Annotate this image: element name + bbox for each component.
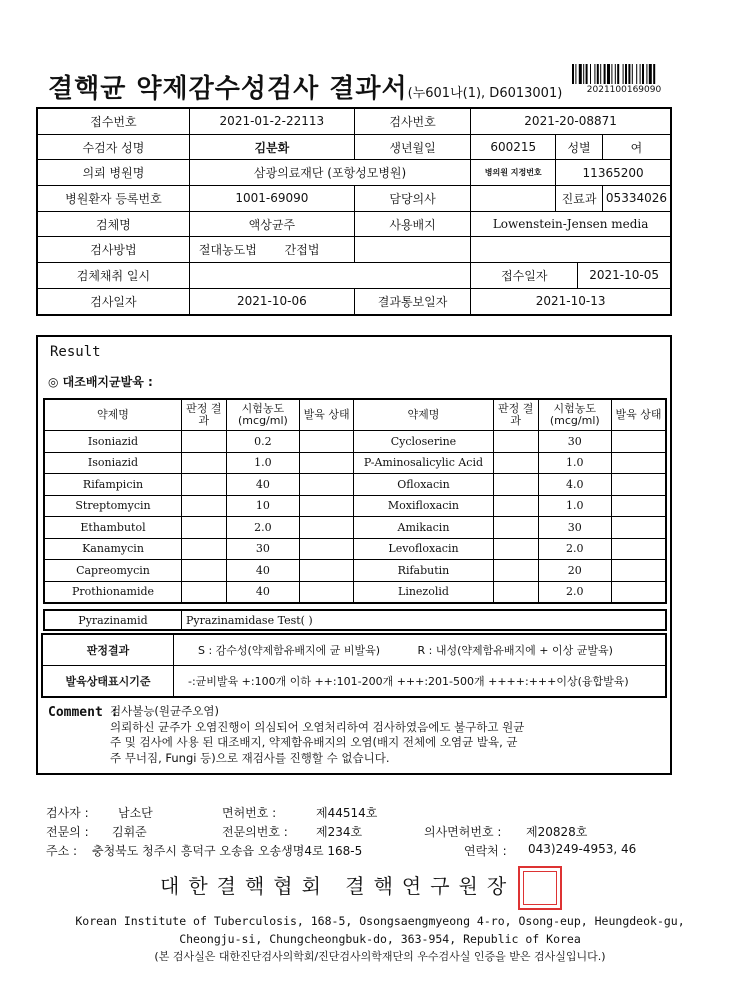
drug-name: P-Aminosalicylic Acid <box>354 452 494 474</box>
test-concentration: 4.0 <box>538 474 612 496</box>
barcode-bar <box>653 64 655 84</box>
license: 제44514호 <box>316 806 378 820</box>
drug-row <box>44 474 666 496</box>
info-row <box>37 288 671 314</box>
title-text: 결핵균 약제감수성검사 결과서 <box>48 74 408 104</box>
barcode-bar <box>642 64 644 84</box>
drug-row <box>44 431 666 453</box>
drug-name: Streptomycin <box>44 495 182 517</box>
header-judgment-2: 판정 결과 <box>493 399 538 431</box>
method-1: 절대농도법 <box>198 243 257 258</box>
address-english <box>40 912 720 948</box>
barcode-bar <box>607 64 610 84</box>
growth-status <box>612 452 666 474</box>
barcode-bar <box>617 64 619 84</box>
barcode-bar <box>594 64 595 84</box>
barcode-bar <box>615 64 616 84</box>
judgment <box>182 538 227 560</box>
growth-status <box>300 431 354 453</box>
doctor <box>471 186 556 212</box>
test-concentration: 1.0 <box>538 452 612 474</box>
judgment <box>493 560 538 582</box>
barcode-bar <box>625 64 627 84</box>
doctor-license: 제20828호 <box>526 825 588 839</box>
test-concentration: 30 <box>538 517 612 539</box>
info-row <box>37 237 671 263</box>
drug-name: Isoniazid <box>44 452 182 474</box>
barcode-bar <box>649 64 652 84</box>
reg-no: 1001-69090 <box>189 186 354 212</box>
drug-name: Moxifloxacin <box>354 495 494 517</box>
receive-date: 2021-10-05 <box>589 268 659 283</box>
dept: 05334026 <box>602 186 671 212</box>
control-growth-label: ◎ 대조배지균발육 : <box>48 375 153 389</box>
receipt-no-label: 접수번호 <box>37 108 189 134</box>
certification-notice: (본 검사실은 대한진단검사의학회/진단검사의학재단의 우수검사실 인증을 받은 검사실입니다.) <box>154 950 606 963</box>
pza-label: Pyrazinamid <box>44 610 182 630</box>
judgment <box>182 431 227 453</box>
comment-line: 검사불능(원균주오염) <box>110 704 219 718</box>
judgment <box>493 538 538 560</box>
drug-row <box>44 538 666 560</box>
info-row <box>37 108 671 134</box>
info-row <box>37 263 671 289</box>
barcode-bar <box>646 64 647 84</box>
medium-label: 사용배지 <box>354 211 470 237</box>
legend-row <box>42 666 666 698</box>
growth-status <box>612 581 666 603</box>
document-title <box>48 68 562 105</box>
growth-status <box>612 431 666 453</box>
barcode-bar <box>586 64 588 84</box>
judgment <box>182 517 227 539</box>
barcode-bar <box>583 64 584 84</box>
medium: Lowenstein-Jensen media <box>471 211 671 237</box>
test-concentration: 2.0 <box>538 538 612 560</box>
specimen: 액상균주 <box>189 211 354 237</box>
judgment <box>182 560 227 582</box>
barcode-bar <box>623 64 624 84</box>
comment-line: 주 및 검사에 사용 된 대조배지, 약제함유배지의 오염(배지 전체에 오염균 발육, 균 <box>110 735 518 749</box>
drug-table-header <box>44 399 666 431</box>
judgment <box>182 474 227 496</box>
test-concentration: 20 <box>538 560 612 582</box>
receipt-no: 2021-01-2-22113 <box>189 108 354 134</box>
reg-no-label: 병원환자 등록번호 <box>37 186 189 212</box>
title-code: (누601나(1), D6013001) <box>407 86 563 101</box>
test-no: 2021-20-08871 <box>471 108 671 134</box>
patient-info-table <box>36 107 672 316</box>
address-en-line: Korean Institute of Tuberculosis, 168-5, Osongsaengmyeong 4-ro, Osong-eup, Heungdeok-gu, <box>75 914 685 928</box>
test-date: 2021-10-06 <box>189 288 354 314</box>
header-growth-2: 발육 상태 <box>612 399 666 431</box>
method-2: 간접법 <box>284 243 320 258</box>
method-empty <box>354 237 470 263</box>
drug-row <box>44 452 666 474</box>
header-conc: 시험농도 (mcg/ml) <box>226 399 300 431</box>
contact-label: 연락처 : <box>464 844 507 858</box>
specialist-label: 전문의 : <box>46 825 89 839</box>
growth-status <box>300 581 354 603</box>
judgment-s: S : 감수성(약제함유배지에 균 비발육) <box>198 644 381 657</box>
hospital-label: 의뢰 병원명 <box>37 160 189 186</box>
barcode-bar <box>597 64 599 84</box>
sex-label: 성별 <box>556 134 603 160</box>
hospital: 삼광의료재단 (포항성모병원) <box>189 160 470 186</box>
report-date-label: 결과통보일자 <box>354 288 470 314</box>
barcode-bar <box>636 64 637 84</box>
barcode-bar <box>600 64 601 84</box>
contact: 043)249-4953, 46 <box>528 842 637 856</box>
drug-name: Cycloserine <box>354 431 494 453</box>
address: 충청북도 청주시 흥덕구 오송읍 오송생명4로 168-5 <box>92 844 363 858</box>
test-concentration: 30 <box>226 538 300 560</box>
barcode-bar <box>579 64 582 84</box>
drug-name: Capreomycin <box>44 560 182 582</box>
growth-status <box>612 560 666 582</box>
judgment <box>493 431 538 453</box>
specimen-label: 검체명 <box>37 211 189 237</box>
growth-status <box>300 517 354 539</box>
drug-name: Rifampicin <box>44 474 182 496</box>
drug-name: Rifabutin <box>354 560 494 582</box>
drug-name: Prothionamide <box>44 581 182 603</box>
address-label: 주소 : <box>46 844 78 858</box>
info-row <box>37 160 671 186</box>
growth-status <box>612 517 666 539</box>
test-concentration: 40 <box>226 581 300 603</box>
test-concentration: 2.0 <box>226 517 300 539</box>
judgment-legend-label: 판정결과 <box>42 634 174 666</box>
collect-date-label: 검체채취 일시 <box>37 263 189 289</box>
header-conc-2: 시험농도 (mcg/ml) <box>538 399 612 431</box>
test-concentration: 1.0 <box>226 452 300 474</box>
pyrazinamide-row <box>43 609 667 631</box>
header-judgment: 판정 결과 <box>182 399 227 431</box>
barcode-bar <box>632 64 633 84</box>
test-no-label: 검사번호 <box>354 108 470 134</box>
pza-value: Pyrazinamidase Test( ) <box>182 610 667 630</box>
collect-date <box>189 263 470 289</box>
judgment <box>493 474 538 496</box>
judgment <box>493 452 538 474</box>
test-concentration: 30 <box>538 431 612 453</box>
info-row <box>37 186 671 212</box>
growth-status <box>300 560 354 582</box>
method-cell <box>189 237 354 263</box>
dept-label: 진료과 <box>556 186 603 212</box>
test-concentration: 2.0 <box>538 581 612 603</box>
judgment <box>182 452 227 474</box>
comment-text <box>110 704 655 766</box>
judgment <box>182 581 227 603</box>
barcode-bar <box>575 64 576 84</box>
info-row <box>37 211 671 237</box>
legend-table <box>41 633 667 698</box>
drug-table-body <box>44 431 666 604</box>
receive-date-sub <box>471 263 670 288</box>
test-concentration: 40 <box>226 474 300 496</box>
comment-line: 주 무너짐, Fungi 등)으로 재검사를 진행할 수 없습니다. <box>110 750 390 765</box>
drug-susceptibility-table <box>43 398 667 604</box>
barcode-number: 2021100169090 <box>586 85 662 95</box>
barcode-bar <box>628 64 630 84</box>
drug-row <box>44 517 666 539</box>
organization-name: 대한결핵협회 결핵연구원장 <box>160 874 516 898</box>
receive-date-label: 접수일자 <box>471 263 578 288</box>
legend-row <box>42 634 666 666</box>
result-label: Result <box>50 344 101 360</box>
specialist-no-label: 전문의번호 : <box>222 825 288 839</box>
growth-status <box>300 452 354 474</box>
birth: 600215 <box>471 134 556 160</box>
hospital-code-label: 병의원 지정번호 <box>471 160 556 186</box>
drug-name: Kanamycin <box>44 538 182 560</box>
birth-label: 생년월일 <box>354 134 470 160</box>
test-concentration: 0.2 <box>226 431 300 453</box>
growth-legend: -:균비발육 +:100개 이하 ++:101-200개 +++:201-500개 ++++:+++이상(융합발육) <box>174 666 667 698</box>
barcode-bar <box>572 64 574 84</box>
method-label: 검사방법 <box>37 237 189 263</box>
header-drug: 약제명 <box>44 399 182 431</box>
doctor-license-label: 의사면허번호 : <box>424 825 502 839</box>
sex: 여 <box>602 134 671 160</box>
growth-status <box>612 474 666 496</box>
drug-row <box>44 560 666 582</box>
test-concentration: 1.0 <box>538 495 612 517</box>
judgment-legend <box>174 634 667 666</box>
barcode-bar <box>611 64 612 84</box>
barcode-bar <box>604 64 606 84</box>
drug-row <box>44 495 666 517</box>
test-date-label: 검사일자 <box>37 288 189 314</box>
license-label: 면허번호 : <box>222 806 277 820</box>
specialist: 김휘준 <box>112 825 147 839</box>
judgment-r: R : 내성(약제함유배지에 + 이상 균발육) <box>417 644 613 657</box>
info-row <box>37 134 671 160</box>
comment-line: 의뢰하신 균주가 오염진행이 의심되어 오염처리하여 검사하였음에도 불구하고 원균 <box>110 719 525 734</box>
comment-label: Comment : <box>48 705 119 720</box>
judgment <box>182 495 227 517</box>
judgment <box>493 581 538 603</box>
doctor-label: 담당의사 <box>354 186 470 212</box>
growth-status <box>300 495 354 517</box>
growth-status <box>300 474 354 496</box>
drug-name: Ethambutol <box>44 517 182 539</box>
seal-stamp <box>518 866 562 910</box>
drug-name: Ofloxacin <box>354 474 494 496</box>
growth-status <box>300 538 354 560</box>
growth-legend-label: 발육상태표시기준 <box>42 666 174 698</box>
header-growth: 발육 상태 <box>300 399 354 431</box>
drug-name: Amikacin <box>354 517 494 539</box>
patient-name: 김분화 <box>189 134 354 160</box>
test-concentration: 40 <box>226 560 300 582</box>
growth-status <box>612 538 666 560</box>
barcode <box>572 64 676 84</box>
drug-name: Isoniazid <box>44 431 182 453</box>
report-date: 2021-10-13 <box>471 288 671 314</box>
tester-label: 검사자 : <box>46 806 89 820</box>
drug-row <box>44 581 666 603</box>
barcode-bar <box>640 64 641 84</box>
receive-date-cell <box>471 263 671 289</box>
judgment <box>493 495 538 517</box>
method-empty-2 <box>471 237 671 263</box>
header-drug-2: 약제명 <box>354 399 494 431</box>
specialist-no: 제234호 <box>316 825 363 839</box>
growth-status <box>612 495 666 517</box>
judgment <box>493 517 538 539</box>
barcode-bar <box>590 64 591 84</box>
patient-name-label: 수검자 성명 <box>37 134 189 160</box>
address-en-line: Cheongju-si, Chungcheongbuk-do, 363-954, Republic of Korea <box>179 932 581 946</box>
drug-name: Linezolid <box>354 581 494 603</box>
tester: 남소단 <box>118 806 153 820</box>
drug-name: Levofloxacin <box>354 538 494 560</box>
test-concentration: 10 <box>226 495 300 517</box>
hospital-code: 11365200 <box>556 160 671 186</box>
